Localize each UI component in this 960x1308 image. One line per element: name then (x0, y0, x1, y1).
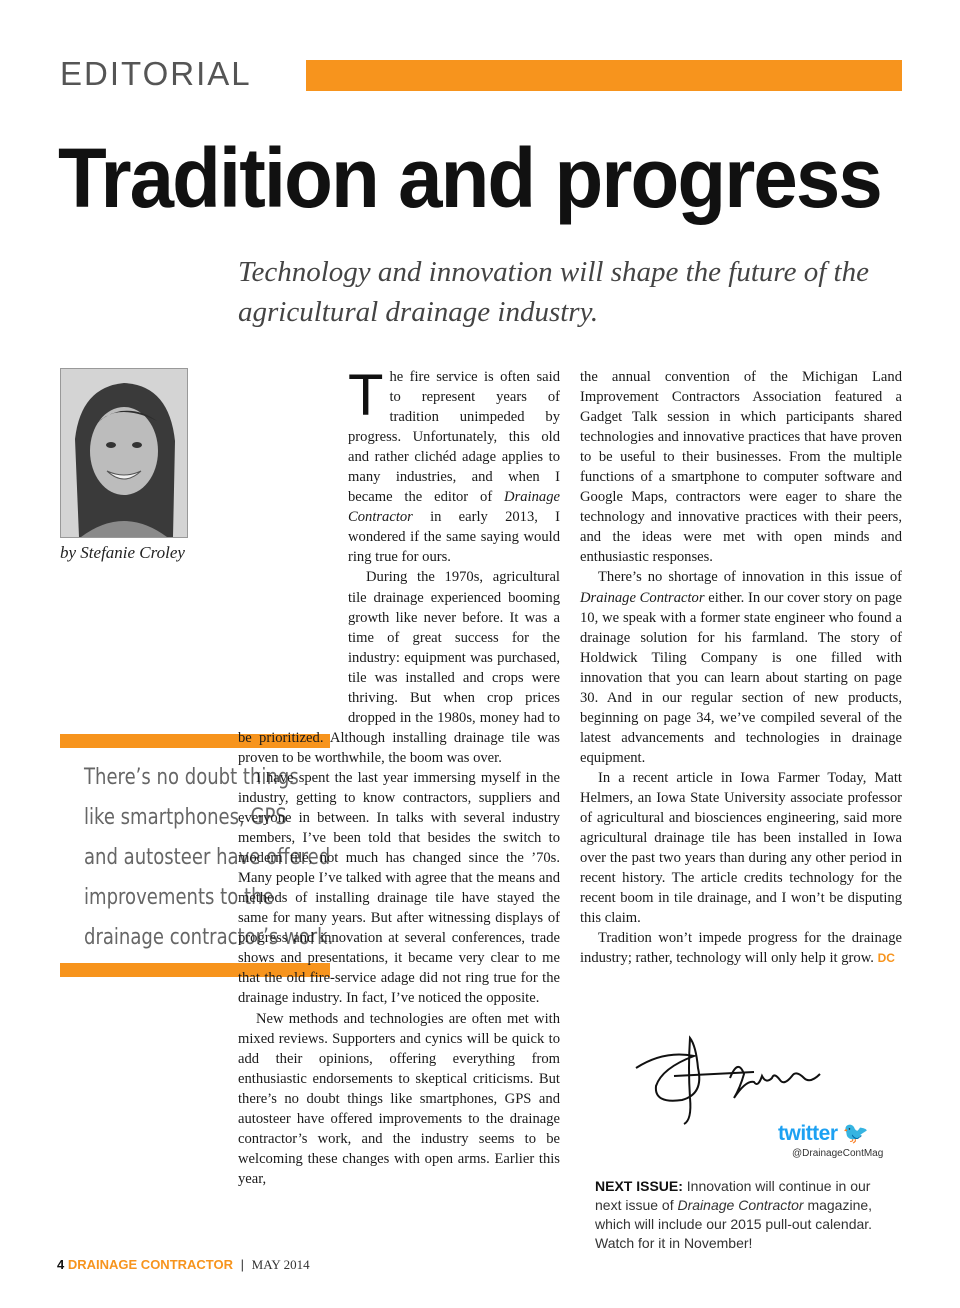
paragraph-5 (580, 567, 902, 767)
next-issue-box (595, 1177, 895, 1253)
paragraph-6: In a recent article in Iowa Farmer Today, Matt Helmers, an Iowa State University associate professor of agricultural and biosciences engineering, said more agricultural drainage tile has been installed in Iowa over the past two years than during any other period in recent history. The article credits technology for the recent boom in tile drainage, and I won’t be disputing this claim. (580, 769, 902, 927)
body-column-2 (580, 367, 902, 968)
pullquote-line: There’s no doubt things (84, 765, 299, 790)
deck: Technology and innovation will shape the future of the agricultural drainage industry. (238, 256, 869, 328)
pullquote-line: improvements to the (84, 885, 274, 910)
twitter-wordmark: twitter (778, 1122, 838, 1145)
section-accent-bar (306, 60, 902, 91)
body-column-1 (238, 363, 560, 1189)
paragraph-4-continued: the annual convention of the Michigan Land Improvement Contractors Association featured a Gadget Talk session in which participants shared technologies and innovative practices that have proven to be useful to their businesses. From the multiple functions of a smartphone to computer software and Google Maps, contractors were eager to share the technology and innovative practices with their peers, and the ideas were met with open minds and enthusiastic responses. (580, 369, 902, 566)
paragraph-text: he fire service is often said to represent years of tradition unimpeded by progress. Unfortunately, this old and rather clichéd adage applies to many industries, and when I became the editor of (348, 369, 560, 506)
end-mark: DC (877, 951, 895, 966)
next-issue-label: NEXT ISSUE: (595, 1178, 683, 1194)
magazine-title: DRAINAGE CONTRACTOR (67, 1257, 234, 1272)
paragraph-7 (580, 928, 902, 968)
pullquote-line: drainage contractor’s work. (84, 925, 334, 950)
byline: by Stefanie Croley (60, 543, 185, 562)
paragraph-3: I have spent the last year immersing myself in the industry, getting to know contractors, suppliers and everyone in between. In talks with several industry members, I’ve been told that besides the switch to modern tile, not much has changed since the ’70s. Many people I’ve talked with agree that the means and methods of installing drainage tile have stayed the same for many years. But after witnessing displays of progress and innovation at several conferences, trade shows and presentations, it became very clear to me that the old fire-service adage did not ring true for the drainage industry. In fact, I’ve noticed the opposite. (238, 769, 560, 1007)
magazine-name: Drainage Contractor (348, 489, 560, 526)
section-label: EDITORIAL (60, 55, 252, 92)
pullquote-wrap-spacer (238, 367, 348, 715)
pullquote-line: like smartphones, GPS (84, 805, 287, 830)
magazine-name: Drainage Contractor (677, 1197, 804, 1213)
next-issue-text: magazine, which will include our 2015 pull-out calendar. Watch for it in November! (595, 1197, 873, 1251)
paragraph-text: There’s no shortage of innovation in this issue of (598, 569, 902, 586)
bird-icon: 🐦 (837, 1122, 869, 1145)
paragraph-text: in early 2013, I wondered if the same saying would ring true for ours. (348, 509, 560, 566)
twitter-handle[interactable]: @DrainageContMag (792, 1148, 884, 1159)
pullquote-line: and autosteer have offered (84, 845, 331, 870)
page-number: 4 (57, 1257, 65, 1272)
drop-cap: T (348, 363, 384, 428)
paragraph-2: During the 1970s, agricultural tile drainage experienced booming growth like never before. It was a time of great success for the industry: equipment was purchased, tile was installed and crops were thriving. But when crop prices dropped in the 1980s, money had to be prioritized. Although installing drainage tile was proven to be worthwhile, the boom was over. (238, 569, 560, 766)
twitter-logo[interactable] (778, 1122, 868, 1146)
paragraph-4: New methods and technologies are often met with mixed reviews. Supporters and cynics will be quick to add their opinions, offering everything from enthusiastic endorsements to skeptical criticisms. But there’s no doubt things like smartphones, GPS and autosteer have offered improvements to the drainage contractor’s work, and the industry seems to be welcoming these changes with open arms. Earlier this year, (238, 1010, 560, 1187)
next-issue-text: Innovation will continue in our next issue of (595, 1178, 871, 1213)
paragraph-text: either. In our cover story on page 10, we speak with a former state engineer who found a drainage solution for his farmland. The story of Holdwick Tiling Company is one filled with innovation that you can learn about starting on page 30. And in our regular section of new products, beginning on page 34, we’ve compiled several of the latest advancements and technologies in drainage equipment. (580, 589, 903, 766)
page-footer (57, 1257, 310, 1273)
paragraph-text: Tradition won’t impede progress for the drainage industry; rather, technology will only help it grow. (580, 930, 902, 967)
issue-date: MAY 2014 (251, 1257, 310, 1272)
signature-image (634, 1028, 824, 1128)
magazine-name: Drainage Contractor (580, 589, 705, 606)
headline: Tradition and progress (58, 131, 881, 225)
author-photo (60, 368, 188, 538)
footer-separator: | (240, 1257, 245, 1272)
